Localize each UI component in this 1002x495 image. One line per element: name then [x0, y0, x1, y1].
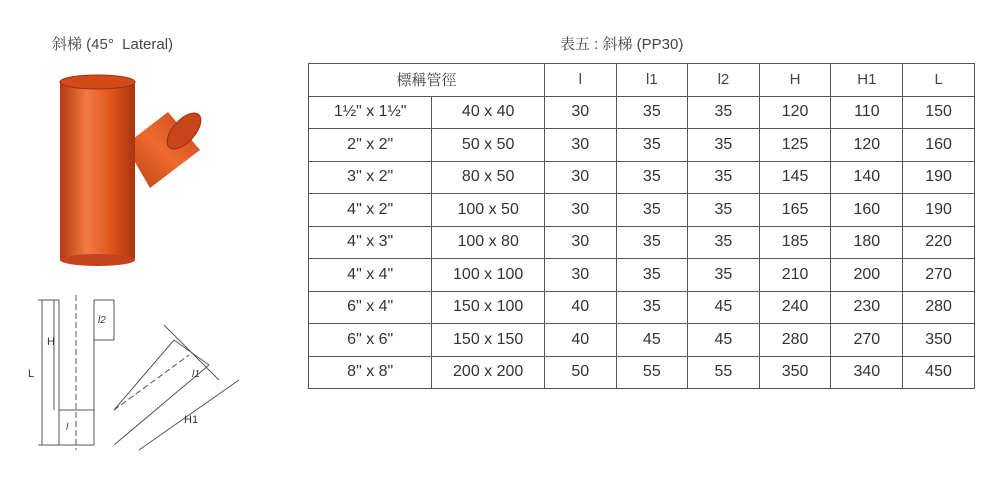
table-row [309, 291, 975, 324]
cell-H: 240 [759, 291, 831, 324]
header-L: L [903, 64, 975, 97]
cell-l2: 35 [688, 226, 760, 259]
cell-H: 165 [759, 194, 831, 227]
cell-mm: 150 x 100 [432, 291, 545, 324]
main-pipe [60, 82, 135, 260]
cell-l1: 35 [616, 259, 688, 292]
technical-drawing [14, 285, 264, 455]
cell-inch: 4" x 3" [309, 226, 432, 259]
header-nominal-size: 標稱管徑 [309, 64, 545, 97]
cell-H: 145 [759, 161, 831, 194]
table-row [309, 226, 975, 259]
cell-L: 270 [903, 259, 975, 292]
cell-l2: 35 [688, 96, 760, 129]
label-l2: l2 [98, 315, 106, 326]
table-row [309, 324, 975, 357]
cell-H: 125 [759, 129, 831, 162]
cell-mm: 100 x 100 [432, 259, 545, 292]
header-H1: H1 [831, 64, 903, 97]
cell-l: 30 [544, 194, 616, 227]
cell-H1: 200 [831, 259, 903, 292]
cell-l: 30 [544, 96, 616, 129]
cell-l2: 45 [688, 291, 760, 324]
cell-l2: 45 [688, 324, 760, 357]
cell-H1: 180 [831, 226, 903, 259]
cell-inch: 4" x 2" [309, 194, 432, 227]
cell-mm: 200 x 200 [432, 356, 545, 389]
cell-l1: 35 [616, 226, 688, 259]
cell-H: 210 [759, 259, 831, 292]
cell-l2: 55 [688, 356, 760, 389]
cell-l2: 35 [688, 259, 760, 292]
cell-H1: 140 [831, 161, 903, 194]
cell-l1: 35 [616, 129, 688, 162]
table-row [309, 259, 975, 292]
cell-l1: 35 [616, 291, 688, 324]
cell-l2: 35 [688, 129, 760, 162]
cell-mm: 40 x 40 [432, 96, 545, 129]
cell-H1: 160 [831, 194, 903, 227]
cell-H: 185 [759, 226, 831, 259]
cell-inch: 8" x 8" [309, 356, 432, 389]
product-title: 斜梯 (45° Lateral) [52, 36, 174, 53]
cell-H1: 270 [831, 324, 903, 357]
header-l1: l1 [616, 64, 688, 97]
cell-mm: 100 x 80 [432, 226, 545, 259]
header-H: H [759, 64, 831, 97]
label-l1: l1 [192, 369, 200, 380]
cell-l: 30 [544, 161, 616, 194]
cell-l: 30 [544, 226, 616, 259]
cell-H1: 110 [831, 96, 903, 129]
cell-L: 450 [903, 356, 975, 389]
cell-l: 30 [544, 129, 616, 162]
cell-H1: 230 [831, 291, 903, 324]
cell-H: 350 [759, 356, 831, 389]
cell-l1: 35 [616, 96, 688, 129]
cell-l1: 35 [616, 161, 688, 194]
cell-mm: 150 x 150 [432, 324, 545, 357]
table-row [309, 194, 975, 227]
cell-inch: 6" x 4" [309, 291, 432, 324]
cell-l: 40 [544, 291, 616, 324]
cell-l1: 45 [616, 324, 688, 357]
cell-l2: 35 [688, 161, 760, 194]
top-socket [60, 75, 135, 89]
cell-l: 30 [544, 259, 616, 292]
cell-inch: 6" x 6" [309, 324, 432, 357]
cell-H: 280 [759, 324, 831, 357]
cell-inch: 3" x 2" [309, 161, 432, 194]
cell-L: 150 [903, 96, 975, 129]
cell-mm: 100 x 50 [432, 194, 545, 227]
cell-inch: 2" x 2" [309, 129, 432, 162]
lateral-fitting-photo [50, 70, 220, 275]
table-header-row [309, 64, 975, 97]
cell-inch: 4" x 4" [309, 259, 432, 292]
cell-l2: 35 [688, 194, 760, 227]
label-H1: H1 [184, 414, 199, 426]
cell-inch: 1½" x 1½" [309, 96, 432, 129]
header-l: l [544, 64, 616, 97]
label-l: l [66, 422, 69, 433]
spec-table [308, 63, 975, 389]
table-row [309, 356, 975, 389]
cell-L: 350 [903, 324, 975, 357]
label-H: H [47, 336, 55, 348]
table-row [309, 96, 975, 129]
table-title: 表五 : 斜梯 (PP30) [560, 36, 684, 53]
cell-H: 120 [759, 96, 831, 129]
cell-mm: 50 x 50 [432, 129, 545, 162]
header-l2: l2 [688, 64, 760, 97]
cell-L: 160 [903, 129, 975, 162]
cell-H1: 340 [831, 356, 903, 389]
cell-l: 50 [544, 356, 616, 389]
cell-L: 190 [903, 194, 975, 227]
cell-mm: 80 x 50 [432, 161, 545, 194]
cell-l1: 55 [616, 356, 688, 389]
cell-l: 40 [544, 324, 616, 357]
table-row [309, 129, 975, 162]
table-row [309, 161, 975, 194]
label-L: L [28, 368, 35, 380]
cell-L: 220 [903, 226, 975, 259]
cell-H1: 120 [831, 129, 903, 162]
cell-L: 190 [903, 161, 975, 194]
cell-l1: 35 [616, 194, 688, 227]
cell-L: 280 [903, 291, 975, 324]
